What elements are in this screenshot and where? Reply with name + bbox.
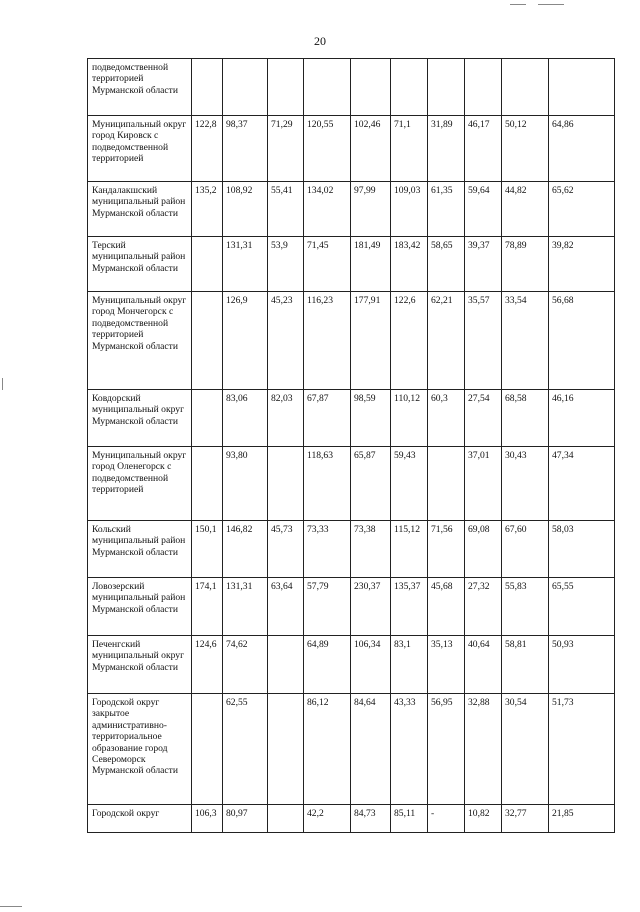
value-cell: 97,99 [351, 182, 391, 237]
value-cell [223, 59, 268, 116]
municipality-name-cell: Печенгский муниципальный округ Мурманской области [88, 636, 192, 694]
value-cell [502, 59, 549, 116]
municipality-name-cell: Кандалакшский муниципальный район Мурманской области [88, 182, 192, 237]
value-cell: 135,2 [192, 182, 223, 237]
value-cell: - [428, 805, 465, 833]
value-cell [465, 59, 502, 116]
table-row [88, 447, 615, 521]
municipality-name-cell: Городской округ [88, 805, 192, 833]
value-cell: 106,3 [192, 805, 223, 833]
value-cell [428, 447, 465, 521]
value-cell: 68,58 [502, 390, 549, 447]
value-cell: 55,41 [268, 182, 304, 237]
value-cell: 106,34 [351, 636, 391, 694]
value-cell [192, 237, 223, 292]
scan-mark [510, 4, 526, 5]
table-row [88, 578, 615, 636]
value-cell: 50,93 [549, 636, 615, 694]
value-cell: 74,62 [223, 636, 268, 694]
value-cell: 31,89 [428, 116, 465, 182]
value-cell: 64,86 [549, 116, 615, 182]
value-cell: 45,23 [268, 292, 304, 390]
value-cell: 50,12 [502, 116, 549, 182]
table-row [88, 694, 615, 805]
value-cell [428, 59, 465, 116]
value-cell: 120,55 [304, 116, 351, 182]
value-cell: 135,37 [391, 578, 428, 636]
value-cell: 183,42 [391, 237, 428, 292]
value-cell: 134,02 [304, 182, 351, 237]
value-cell: 46,16 [549, 390, 615, 447]
value-cell: 131,31 [223, 578, 268, 636]
table-row [88, 116, 615, 182]
value-cell: 174,1 [192, 578, 223, 636]
value-cell: 84,64 [351, 694, 391, 805]
value-cell: 122,8 [192, 116, 223, 182]
value-cell: 46,17 [465, 116, 502, 182]
value-cell: 146,82 [223, 521, 268, 578]
value-cell: 62,55 [223, 694, 268, 805]
value-cell: 61,35 [428, 182, 465, 237]
value-cell: 37,01 [465, 447, 502, 521]
value-cell [192, 292, 223, 390]
table-row [88, 390, 615, 447]
value-cell [192, 694, 223, 805]
value-cell: 39,82 [549, 237, 615, 292]
municipality-name-cell: Ковдорский муниципальный округ Мурманской области [88, 390, 192, 447]
value-cell [391, 59, 428, 116]
value-cell: 65,62 [549, 182, 615, 237]
table-row [88, 521, 615, 578]
value-cell: 65,55 [549, 578, 615, 636]
value-cell: 45,68 [428, 578, 465, 636]
value-cell: 109,03 [391, 182, 428, 237]
value-cell: 39,37 [465, 237, 502, 292]
value-cell [192, 447, 223, 521]
value-cell: 83,1 [391, 636, 428, 694]
value-cell: 65,87 [351, 447, 391, 521]
municipality-name-cell: Ловозерский муниципальный район Мурманской области [88, 578, 192, 636]
value-cell: 58,03 [549, 521, 615, 578]
value-cell: 110,12 [391, 390, 428, 447]
value-cell: 93,80 [223, 447, 268, 521]
municipality-name-cell: Городской округ закрытое административно-территориальное образование город Североморск Мурманской области [88, 694, 192, 805]
table-row [88, 805, 615, 833]
value-cell: 53,9 [268, 237, 304, 292]
value-cell [304, 59, 351, 116]
value-cell: 80,97 [223, 805, 268, 833]
value-cell: 71,29 [268, 116, 304, 182]
value-cell: 85,11 [391, 805, 428, 833]
value-cell: 71,56 [428, 521, 465, 578]
value-cell: 33,54 [502, 292, 549, 390]
scan-mark [2, 378, 3, 390]
value-cell [268, 694, 304, 805]
value-cell: 32,77 [502, 805, 549, 833]
municipality-name-cell: Муниципальный округ город Оленегорск с подведомственной территорией [88, 447, 192, 521]
value-cell: 35,13 [428, 636, 465, 694]
data-table [87, 58, 615, 833]
value-cell: 63,64 [268, 578, 304, 636]
municipality-name-cell: Муниципальный округ город Мончегорск с подведомственной территорией Мурманской области [88, 292, 192, 390]
table-row [88, 636, 615, 694]
municipality-name-cell: подведомственной территорией Мурманской области [88, 59, 192, 116]
value-cell [268, 805, 304, 833]
value-cell: 42,2 [304, 805, 351, 833]
value-cell [351, 59, 391, 116]
scan-mark [0, 906, 22, 907]
value-cell: 67,87 [304, 390, 351, 447]
value-cell: 71,1 [391, 116, 428, 182]
value-cell: 102,46 [351, 116, 391, 182]
value-cell [268, 636, 304, 694]
value-cell: 43,33 [391, 694, 428, 805]
value-cell: 67,60 [502, 521, 549, 578]
value-cell: 98,59 [351, 390, 391, 447]
table-body [88, 59, 615, 833]
scan-mark [538, 4, 564, 5]
value-cell: 10,82 [465, 805, 502, 833]
value-cell: 57,79 [304, 578, 351, 636]
value-cell: 60,3 [428, 390, 465, 447]
value-cell: 35,57 [465, 292, 502, 390]
value-cell: 181,49 [351, 237, 391, 292]
value-cell: 118,63 [304, 447, 351, 521]
value-cell: 45,73 [268, 521, 304, 578]
value-cell: 58,81 [502, 636, 549, 694]
value-cell: 83,06 [223, 390, 268, 447]
value-cell: 73,38 [351, 521, 391, 578]
table-row [88, 59, 615, 116]
value-cell [268, 447, 304, 521]
table-row [88, 292, 615, 390]
value-cell: 86,12 [304, 694, 351, 805]
value-cell [192, 59, 223, 116]
value-cell: 62,21 [428, 292, 465, 390]
value-cell: 59,43 [391, 447, 428, 521]
value-cell: 64,89 [304, 636, 351, 694]
table-row [88, 182, 615, 237]
value-cell: 82,03 [268, 390, 304, 447]
value-cell: 69,08 [465, 521, 502, 578]
value-cell [268, 59, 304, 116]
value-cell: 78,89 [502, 237, 549, 292]
value-cell: 47,34 [549, 447, 615, 521]
value-cell: 98,37 [223, 116, 268, 182]
value-cell: 32,88 [465, 694, 502, 805]
value-cell: 116,23 [304, 292, 351, 390]
value-cell: 55,83 [502, 578, 549, 636]
value-cell: 58,65 [428, 237, 465, 292]
value-cell: 56,95 [428, 694, 465, 805]
value-cell: 177,91 [351, 292, 391, 390]
municipality-name-cell: Кольский муниципальный район Мурманской области [88, 521, 192, 578]
page-number: 20 [314, 34, 326, 48]
value-cell: 21,85 [549, 805, 615, 833]
value-cell [549, 59, 615, 116]
value-cell: 124,6 [192, 636, 223, 694]
value-cell: 27,54 [465, 390, 502, 447]
value-cell: 44,82 [502, 182, 549, 237]
value-cell: 30,43 [502, 447, 549, 521]
table-row [88, 237, 615, 292]
value-cell: 56,68 [549, 292, 615, 390]
value-cell: 115,12 [391, 521, 428, 578]
municipality-name-cell: Муниципальный округ город Кировск с подведомственной территорией [88, 116, 192, 182]
value-cell: 51,73 [549, 694, 615, 805]
value-cell: 40,64 [465, 636, 502, 694]
value-cell: 122,6 [391, 292, 428, 390]
value-cell: 84,73 [351, 805, 391, 833]
value-cell: 150,1 [192, 521, 223, 578]
value-cell: 27,32 [465, 578, 502, 636]
value-cell: 30,54 [502, 694, 549, 805]
value-cell: 59,64 [465, 182, 502, 237]
value-cell: 126,9 [223, 292, 268, 390]
value-cell: 73,33 [304, 521, 351, 578]
value-cell: 230,37 [351, 578, 391, 636]
value-cell: 71,45 [304, 237, 351, 292]
value-cell: 108,92 [223, 182, 268, 237]
value-cell [192, 390, 223, 447]
value-cell: 131,31 [223, 237, 268, 292]
municipality-name-cell: Терский муниципальный район Мурманской области [88, 237, 192, 292]
